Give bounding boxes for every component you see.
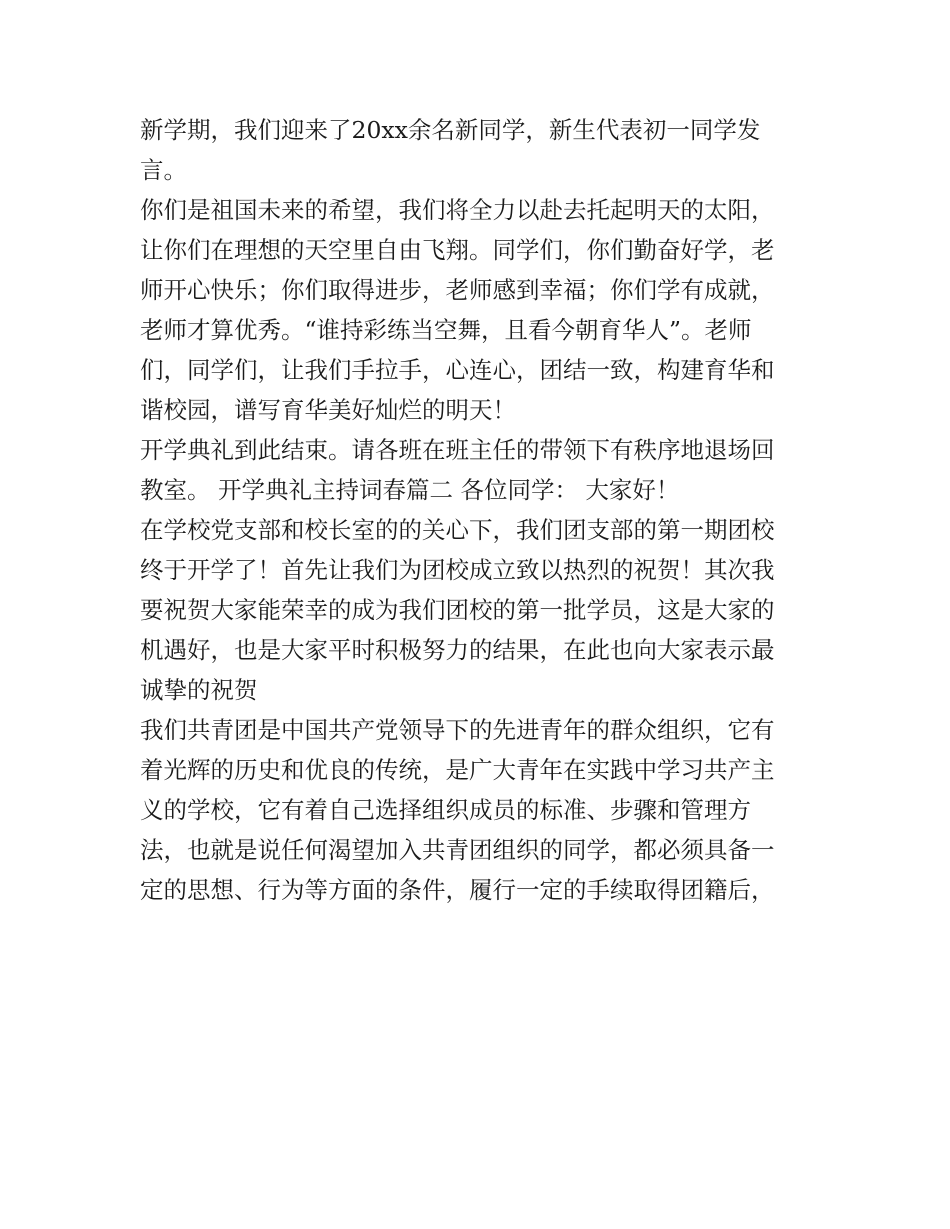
text-line: 要祝贺大家能荣幸的成为我们团校的第一批学员，这是大家的 bbox=[140, 596, 775, 624]
text-line: 新学期，我们迎来了20xx余名新同学，新生代表初一同学发 bbox=[140, 116, 761, 144]
text-line: 终于开学了！首先让我们为团校成立致以热烈的祝贺！其次我 bbox=[140, 556, 775, 584]
document-body bbox=[140, 110, 820, 910]
text-line: 你们是祖国未来的希望，我们将全力以赴去托起明天的太阳， bbox=[140, 196, 775, 224]
text-line: 诚挚的祝贺 bbox=[140, 676, 258, 704]
text-line: 定的思想、行为等方面的条件，履行一定的手续取得团籍后， bbox=[140, 876, 775, 904]
text-line: 让你们在理想的天空里自由飞翔。同学们，你们勤奋好学，老 bbox=[140, 236, 775, 264]
text-line: 言。 bbox=[140, 156, 187, 184]
text-line: 谐校园，谱写育华美好灿烂的明天！ bbox=[140, 396, 516, 424]
text-line: 着光辉的历史和优良的传统，是广大青年在实践中学习共产主 bbox=[140, 756, 775, 784]
text-line: 义的学校，它有着自己选择组织成员的标准、步骤和管理方 bbox=[140, 796, 751, 824]
text-line: 们，同学们，让我们手拉手，心连心，团结一致，构建育华和 bbox=[140, 356, 775, 384]
text-line: 开学典礼到此结束。请各班在班主任的带领下有秩序地退场回 bbox=[140, 436, 775, 464]
text-line: 师开心快乐；你们取得进步，老师感到幸福；你们学有成就， bbox=[140, 276, 775, 304]
text-line: 我们共青团是中国共产党领导下的先进青年的群众组织，它有 bbox=[140, 716, 775, 744]
text-line: 在学校党支部和校长室的的关心下，我们团支部的第一期团校 bbox=[140, 516, 775, 544]
text-line: 教室。 开学典礼主持词春篇二 各位同学： 大家好！ bbox=[140, 476, 680, 504]
text-line: 机遇好，也是大家平时积极努力的结果，在此也向大家表示最 bbox=[140, 636, 775, 664]
text-line: 老师才算优秀。“谁持彩练当空舞，且看今朝育华人”。老师 bbox=[140, 316, 752, 344]
text-line: 法，也就是说任何渴望加入共青团组织的同学，都必须具备一 bbox=[140, 836, 775, 864]
